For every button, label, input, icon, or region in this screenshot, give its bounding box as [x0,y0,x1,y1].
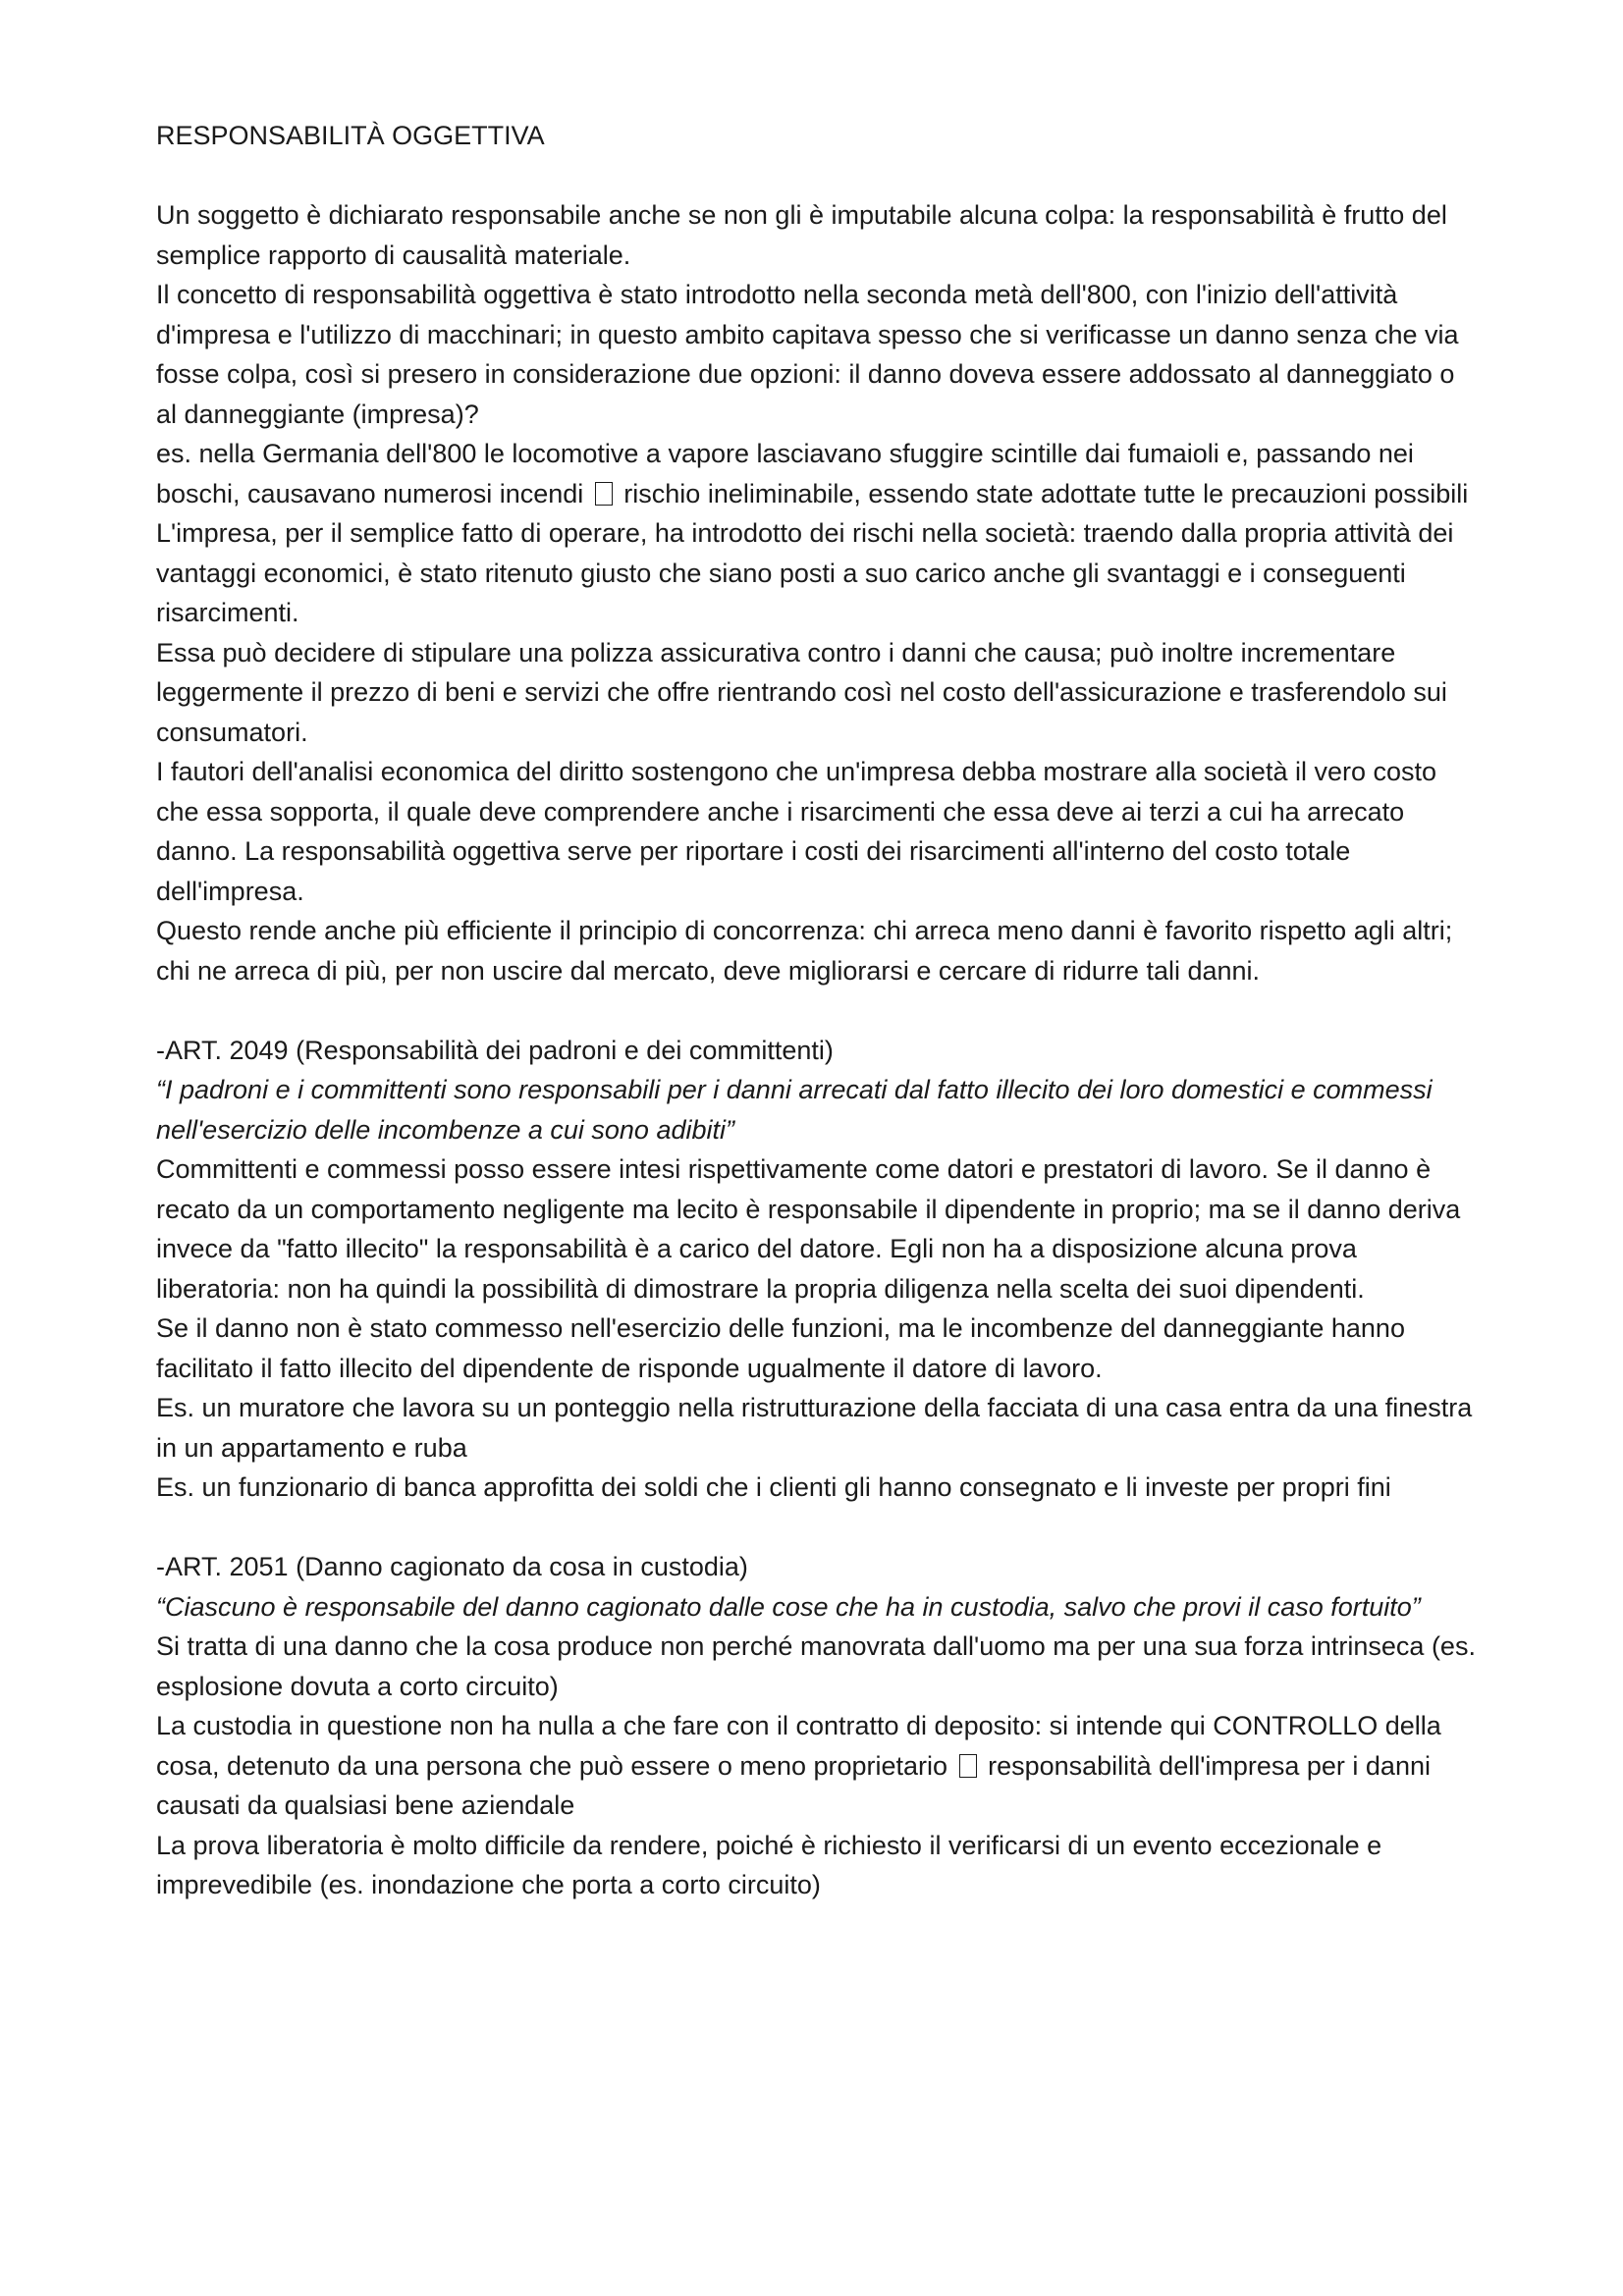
article-2049-quote: “I padroni e i committenti sono responsabili per i danni arrecati dal fatto illecito dei loro domestici e commessi nell'esercizio delle incombenze a cui sono adibiti” [156,1075,1433,1145]
paragraph: Si tratta di una danno che la cosa produce non perché manovrata dall'uomo ma per una sua forza intrinseca (es. esplosione dovuta a corto circuito) [156,1631,1476,1701]
document-title: RESPONSABILITÀ OGGETTIVA [156,121,545,150]
article-2051-quote: “Ciascuno è responsabile del danno cagionato dalle cose che ha in custodia, salvo che provi il caso fortuito” [156,1591,1421,1622]
paragraph: Un soggetto è dichiarato responsabile anche se non gli è imputabile alcuna colpa: la responsabilità è frutto del semplice rapporto di causalità materiale. [156,200,1447,270]
paragraph: L'impresa, per il semplice fatto di operare, ha introdotto dei rischi nella società: traendo dalla propria attività dei vantaggi economici, è stato ritenuto giusto che siano posti a suo carico anche gli svantaggi e i conseguenti risarcimenti. [156,518,1454,627]
example-paragraph: Es. un funzionario di banca approfitta dei soldi che i clienti gli hanno consegnato e li investe per propri fini [156,1472,1391,1502]
paragraph: Il concetto di responsabilità oggettiva è stato introdotto nella seconda metà dell'800, con l'inizio dell'attività d'impresa e l'utilizzo di macchinari; in questo ambito capitava spesso che si verificasse un danno senza che via fosse colpa, così si presero in considerazione due opzioni: il danno doveva essere addossato al danneggiato o al danneggiante (impresa)? [156,280,1459,429]
arrow-icon [595,482,613,506]
article-2051-heading: -ART. 2051 (Danno cagionato da cosa in custodia) [156,1552,748,1581]
spacer [156,1508,1482,1548]
paragraph: Questo rende anche più efficiente il principio di concorrenza: chi arreca meno danni è favorito rispetto agli altri; chi ne arreca di più, per non uscire dal mercato, deve migliorarsi e cercare di ridurre tali danni. [156,916,1453,986]
arrow-icon [959,1754,977,1778]
custody-paragraph [156,1706,1482,1826]
document-page [156,116,1482,1905]
paragraph: Committenti e commessi posso essere intesi rispettivamente come datori e prestatori di lavoro. Se il danno è recato da un comportamento negligente ma lecito è responsabile il dipendente in proprio; ma se il danno deriva invece da "fatto illecito" la responsabilità è a carico del datore. Egli non ha a disposizione alcuna prova liberatoria: non ha quindi la possibilità di dimostrare la propria diligenza nella scelta dei suoi dipendenti. [156,1154,1461,1304]
article-2049-heading: -ART. 2049 (Responsabilità dei padroni e dei committenti) [156,1035,834,1065]
example-text: es. nella Germania dell'800 le locomotive a vapore lasciavano sfuggire scintille dai fumaioli e, passando nei boschi, causavano numerosi incendi [156,439,1414,508]
custody-text-continued: responsabilità dell'impresa per i danni causati da qualsiasi bene aziendale [156,1750,1431,1820]
example-text-continued: rischio ineliminabile, essendo state adottate tutte le precauzioni possibili [623,478,1469,508]
example-paragraph [156,434,1482,513]
spacer [156,156,1482,196]
example-paragraph: Es. un muratore che lavora su un ponteggio nella ristrutturazione della facciata di una casa entra da una finestra in un appartamento e ruba [156,1393,1473,1463]
spacer [156,990,1482,1031]
custody-text: La custodia in questione non ha nulla a che fare con il contratto di deposito: si intende qui CONTROLLO della cosa, detenuto da una persona che può essere o meno proprietario [156,1711,1441,1781]
paragraph: Essa può decidere di stipulare una polizza assicurativa contro i danni che causa; può inoltre incrementare leggermente il prezzo di beni e servizi che offre rientrando così nel costo dell'assicurazione e trasferendolo sui consumatori. [156,637,1447,747]
paragraph: La prova liberatoria è molto difficile da rendere, poiché è richiesto il verificarsi di un evento eccezionale e imprevedibile (es. inondazione che porta a corto circuito) [156,1830,1382,1899]
paragraph: Se il danno non è stato commesso nell'esercizio delle funzioni, ma le incombenze del danneggiante hanno facilitato il fatto illecito del dipendente de risponde ugualmente il datore di lavoro. [156,1313,1405,1383]
paragraph: I fautori dell'analisi economica del diritto sostengono che un'impresa debba mostrare alla società il vero costo che essa sopporta, il quale deve comprendere anche i risarcimenti che essa deve ai terzi a cui ha arrecato danno. La responsabilità oggettiva serve per riportare i costi dei risarcimenti all'interno del costo totale dell'impresa. [156,757,1437,906]
